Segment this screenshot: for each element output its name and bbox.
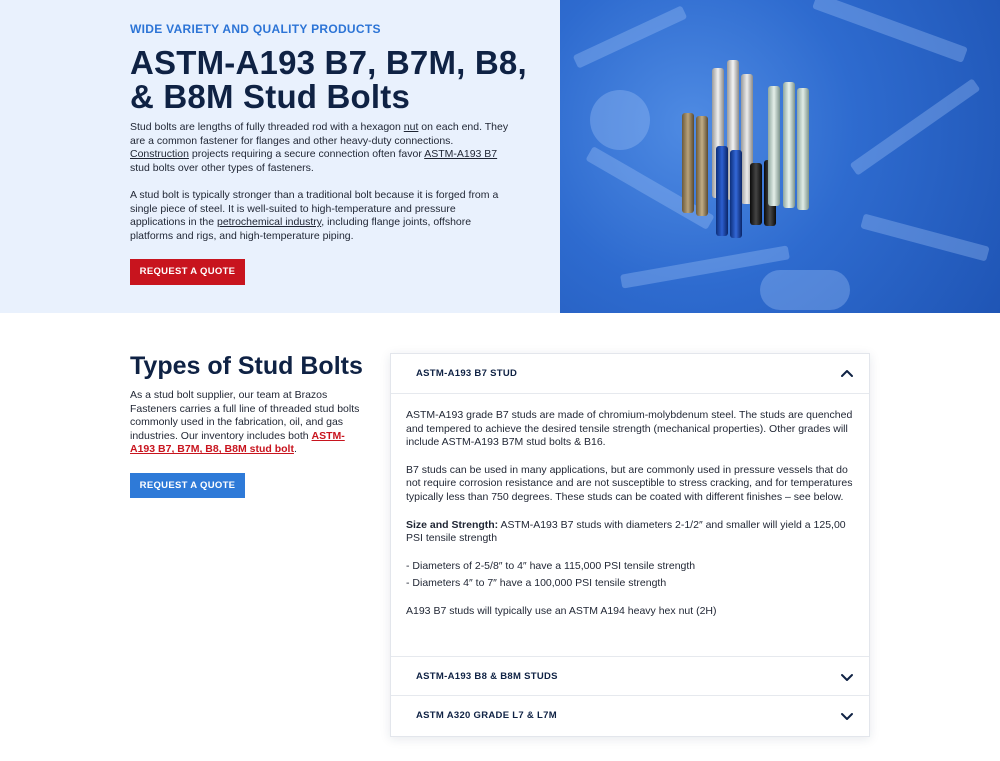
list-item: - Diameters of 2-5/8″ to 4″ have a 115,000 PSI tensile strength [406, 559, 696, 572]
accordion-label: ASTM-A193 B8 & B8M STUDS [416, 671, 558, 682]
stud-bolts-image [560, 0, 1000, 313]
accordion-panel-b7 [406, 409, 861, 633]
hero-eyebrow: WIDE VARIETY AND QUALITY PRODUCTS [130, 22, 381, 36]
text: , including flange joints, offshore platforms and rigs, and high-temperature piping. [130, 216, 472, 242]
size-strength-label: Size and Strength: [406, 518, 499, 531]
chevron-down-icon[interactable] [839, 708, 855, 724]
accordion-header-l7[interactable] [391, 696, 869, 736]
text: . [293, 443, 297, 456]
panel-paragraph-4: A193 B7 studs will typically use an ASTM A194 heavy hex nut (2H) [406, 604, 717, 617]
text: ASTM-A193 B7 studs with diameters 2-1/2″ and smaller will yield a 125,00 PSI tensile strength [406, 518, 846, 545]
section-paragraph [130, 389, 365, 457]
request-quote-button-hero[interactable]: REQUEST A QUOTE [130, 259, 245, 285]
link-nut[interactable]: nut [403, 121, 419, 133]
link-petrochemical-industry[interactable]: petrochemical industry [216, 216, 322, 229]
text: Stud bolts are lengths of fully threaded rod with a hexagon [130, 121, 404, 133]
link-stud-bolt-grades[interactable]: ASTM-A193 B7, B7M, B8, B8M stud bolt [130, 429, 345, 456]
text: on each end. They are a common fastener for flanges and other heavy-duty connections. [130, 121, 509, 147]
request-quote-button-section[interactable]: REQUEST A QUOTE [130, 473, 245, 498]
accordion-label: ASTM A320 GRADE L7 & L7M [416, 710, 557, 721]
grades-accordion [390, 353, 870, 737]
hero-paragraph-2 [130, 189, 510, 243]
list-item: - Diameters 4″ to 7″ have a 100,000 PSI tensile strength [406, 577, 667, 590]
text: stud bolts over other types of fasteners. [130, 161, 314, 174]
accordion-label: ASTM-A193 B7 STUD [416, 368, 518, 379]
hero-text-panel [0, 0, 560, 313]
link-astm-a193-b7[interactable]: ASTM-A193 B7 [424, 148, 498, 161]
chevron-down-icon[interactable] [839, 669, 855, 685]
accordion-header-b8[interactable] [391, 656, 869, 696]
section-title: Types of Stud Bolts [130, 352, 363, 380]
link-construction[interactable]: Construction [130, 148, 189, 161]
accordion-header-b7[interactable] [391, 354, 869, 394]
hero-title: ASTM-A193 B7, B7M, B8, & B8M Stud Bolts [130, 44, 527, 115]
text: projects requiring a secure connection often favor [188, 148, 425, 161]
panel-paragraph-1: ASTM-A193 grade B7 studs are made of chromium-molybdenum steel. The studs are quenched and tempered to achieve the desired tensile strength (mechanical properties). Other grades will include ASTM-A193 B7M stud bolts & B16. [406, 409, 853, 449]
hero-section [0, 0, 1000, 313]
hero-paragraph-1 [130, 121, 510, 175]
panel-paragraph-3 [406, 519, 861, 546]
text: A stud bolt is typically stronger than a traditional bolt because it is forged from a single piece of steel. It is well-suited to high-temperature and pressure applications in the [130, 189, 499, 229]
strength-list [406, 560, 861, 591]
text: As a stud bolt supplier, our team at Brazos Fasteners carries a full line of threaded stud bolts commonly used in the fabrication, oil, and gas industries. Our inventory includes both [130, 389, 360, 442]
chevron-up-icon[interactable] [839, 366, 855, 382]
panel-paragraph-2: B7 studs can be used in many applications, but are commonly used in pressure vessels that do not require corrosion resistance and are not susceptible to stress cracking, and for temperatures typically less than 750 degrees. These studs can be coated with different finishes – see below. [406, 463, 853, 503]
